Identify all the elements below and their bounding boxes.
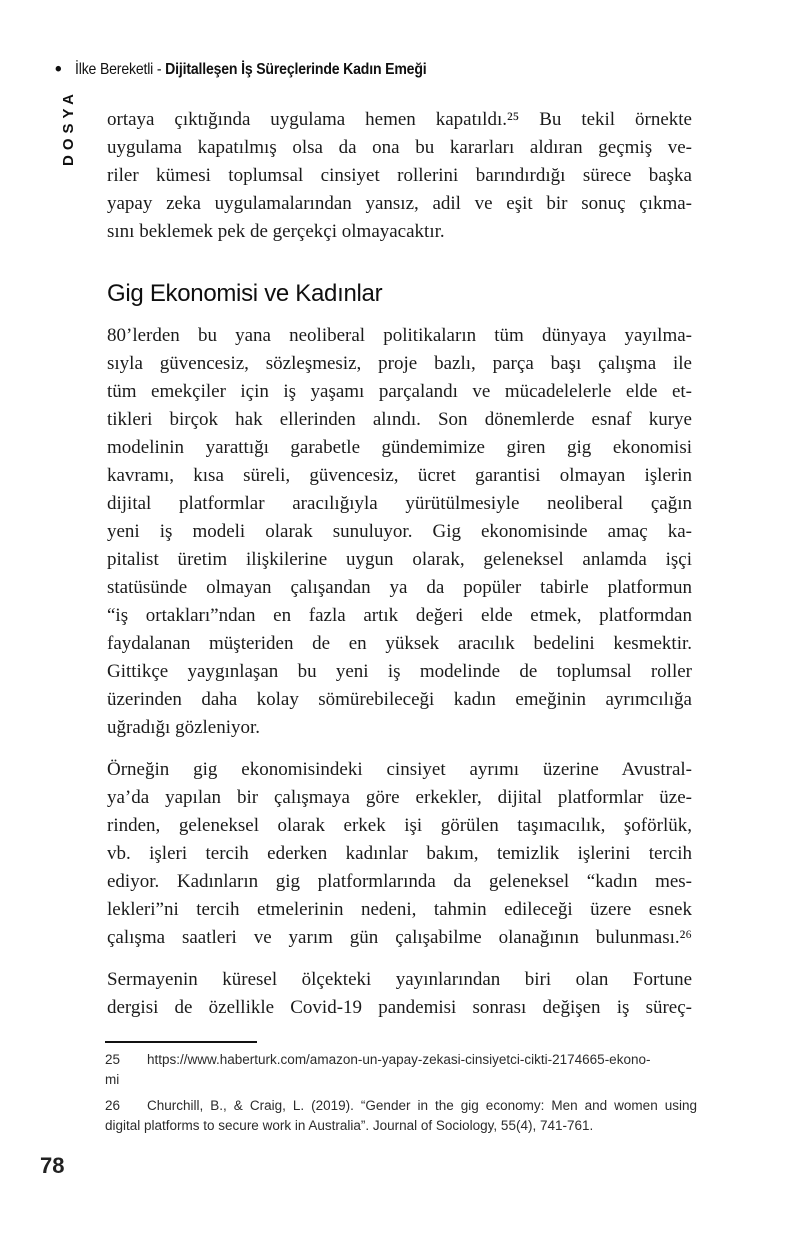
footnote-line [105,1050,697,1070]
text-line: modelinin yarattığı garabetle gündemimize giren gig ekonomisi [107,437,692,458]
text-line: vb. işleri tercih ederken kadınlar bakım, temizlik işlerini tercih [107,843,692,864]
text-line: faydalanan müşteriden de en yüksek aracılık bedelini kesmektir. [107,633,692,654]
footnote-items [105,1050,697,1136]
footnotes-block [105,1041,697,1142]
paragraph [107,966,692,1022]
footnote [105,1050,697,1090]
text-line: ediyor. Kadınların gig platformlarında da geleneksel “kadın mes- [107,871,692,892]
text-line: uygulama kapatılmış olsa da ona bu kararları aldıran geçmiş ve- [107,137,692,158]
paragraph [107,756,692,952]
footnote-number: 26 [105,1098,121,1113]
text-line: pitalist üretim ilişkilerine uygun olarak, geleneksel anlamda işçi [107,549,692,570]
running-header [55,60,474,79]
text-line: sıyla güvencesiz, sözleşmesiz, proje bazlı, parça başı çalışma ile [107,353,692,374]
section-label-dosya: DOSYA [60,89,77,166]
text-line: üzerinden daha kolay sömürebileceği kadın emeğinin ayrımcılığa [107,689,692,710]
text-line: rinden, geleneksel olarak erkek işi görülen taşımacılık, şoförlük, [107,815,692,836]
text-line: “iş ortakları”ndan en fazla artık değeri elde etmek, platformdan [107,605,692,626]
article-title: Dijitalleşen İş Süreçlerinde Kadın Emeği [164,60,427,78]
paragraph [107,106,692,246]
footnote-text: https://www.haberturk.com/amazon-un-yapay-zekasi-cinsiyetci-cikti-2174665-ekono- [147,1052,651,1067]
text-line: ya’da yapılan bir çalışmaya göre erkekler, dijital platformlar üze- [107,787,692,808]
footnote-line: mi [105,1072,120,1087]
body-text-column [107,106,692,1022]
text-line: riler kümesi toplumsal cinsiyet rollerini barındırdığı sürece başka [107,165,692,186]
header-text [75,61,426,79]
text-line: tikleri birçok hak ellerinden alındı. Son dönemlerde esnaf kurye [107,409,692,430]
text-line: çalışma saatleri ve yarım gün çalışabilme olanağının bulunması.²⁶ [107,927,692,948]
footnote-line [105,1096,697,1116]
text-line: yapay zeka uygulamalarından yansız, adil ve eşit bir sonuç çıkma- [107,193,692,214]
text-line: tüm emekçiler için iş yaşamı parçalandı ve mücadelelerle elde et- [107,381,692,402]
text-line: dijital platformlar aracılığıyla yürütülmesiyle neoliberal çağın [107,493,692,514]
text-line: yeni iş modeli olarak sunuluyor. Gig ekonomisinde amaç ka- [107,521,692,542]
header-bullet-icon: • [55,59,62,80]
text-line: sını beklemek pek de gerçekçi olmayacaktır. [107,221,445,242]
footnote [105,1096,697,1136]
text-line: Sermayenin küresel ölçekteki yayınlarından biri olan Fortune [107,969,692,990]
text-line: dergisi de özellikle Covid-19 pandemisi sonrası değişen iş süreç- [107,997,692,1018]
text-line: ortaya çıktığında uygulama hemen kapatıldı.²⁵ Bu tekil örnekte [107,109,692,130]
footnote-number: 25 [105,1052,121,1067]
text-line: statüsünde olmayan çalışandan ya da popüler tabirle platformun [107,577,692,598]
text-line: Gittikçe yaygınlaşan bu yeni iş modelinde de toplumsal roller [107,661,692,682]
footnote-line: digital platforms to secure work in Australia”. Journal of Sociology, 55(4), 741-761. [105,1118,594,1133]
text-line: uğradığı gözleniyor. [107,717,261,738]
text-line: Örneğin gig ekonomisindeki cinsiyet ayrımı üzerine Avustral- [107,759,692,780]
footnote-divider [105,1041,257,1043]
footnote-text: Churchill, B., & Craig, L. (2019). “Gender in the gig economy: Men and women using [147,1098,697,1113]
section-heading: Gig Ekonomisi ve Kadınlar [107,280,383,307]
text-line: kavramı, kısa süreli, güvencesiz, ücret garantisi olmayan işlerin [107,465,692,486]
author-name: İlke Bereketli [74,60,153,78]
header-separator: - [152,60,165,78]
text-line: 80’lerden bu yana neoliberal politikaların tüm dünyaya yayılma- [107,325,692,346]
page-number: 78 [40,1153,65,1178]
text-line: lekleri”ni tercih etmelerinin nedeni, tahmin edileceği üzere esnek [107,899,692,920]
paragraph [107,322,692,742]
